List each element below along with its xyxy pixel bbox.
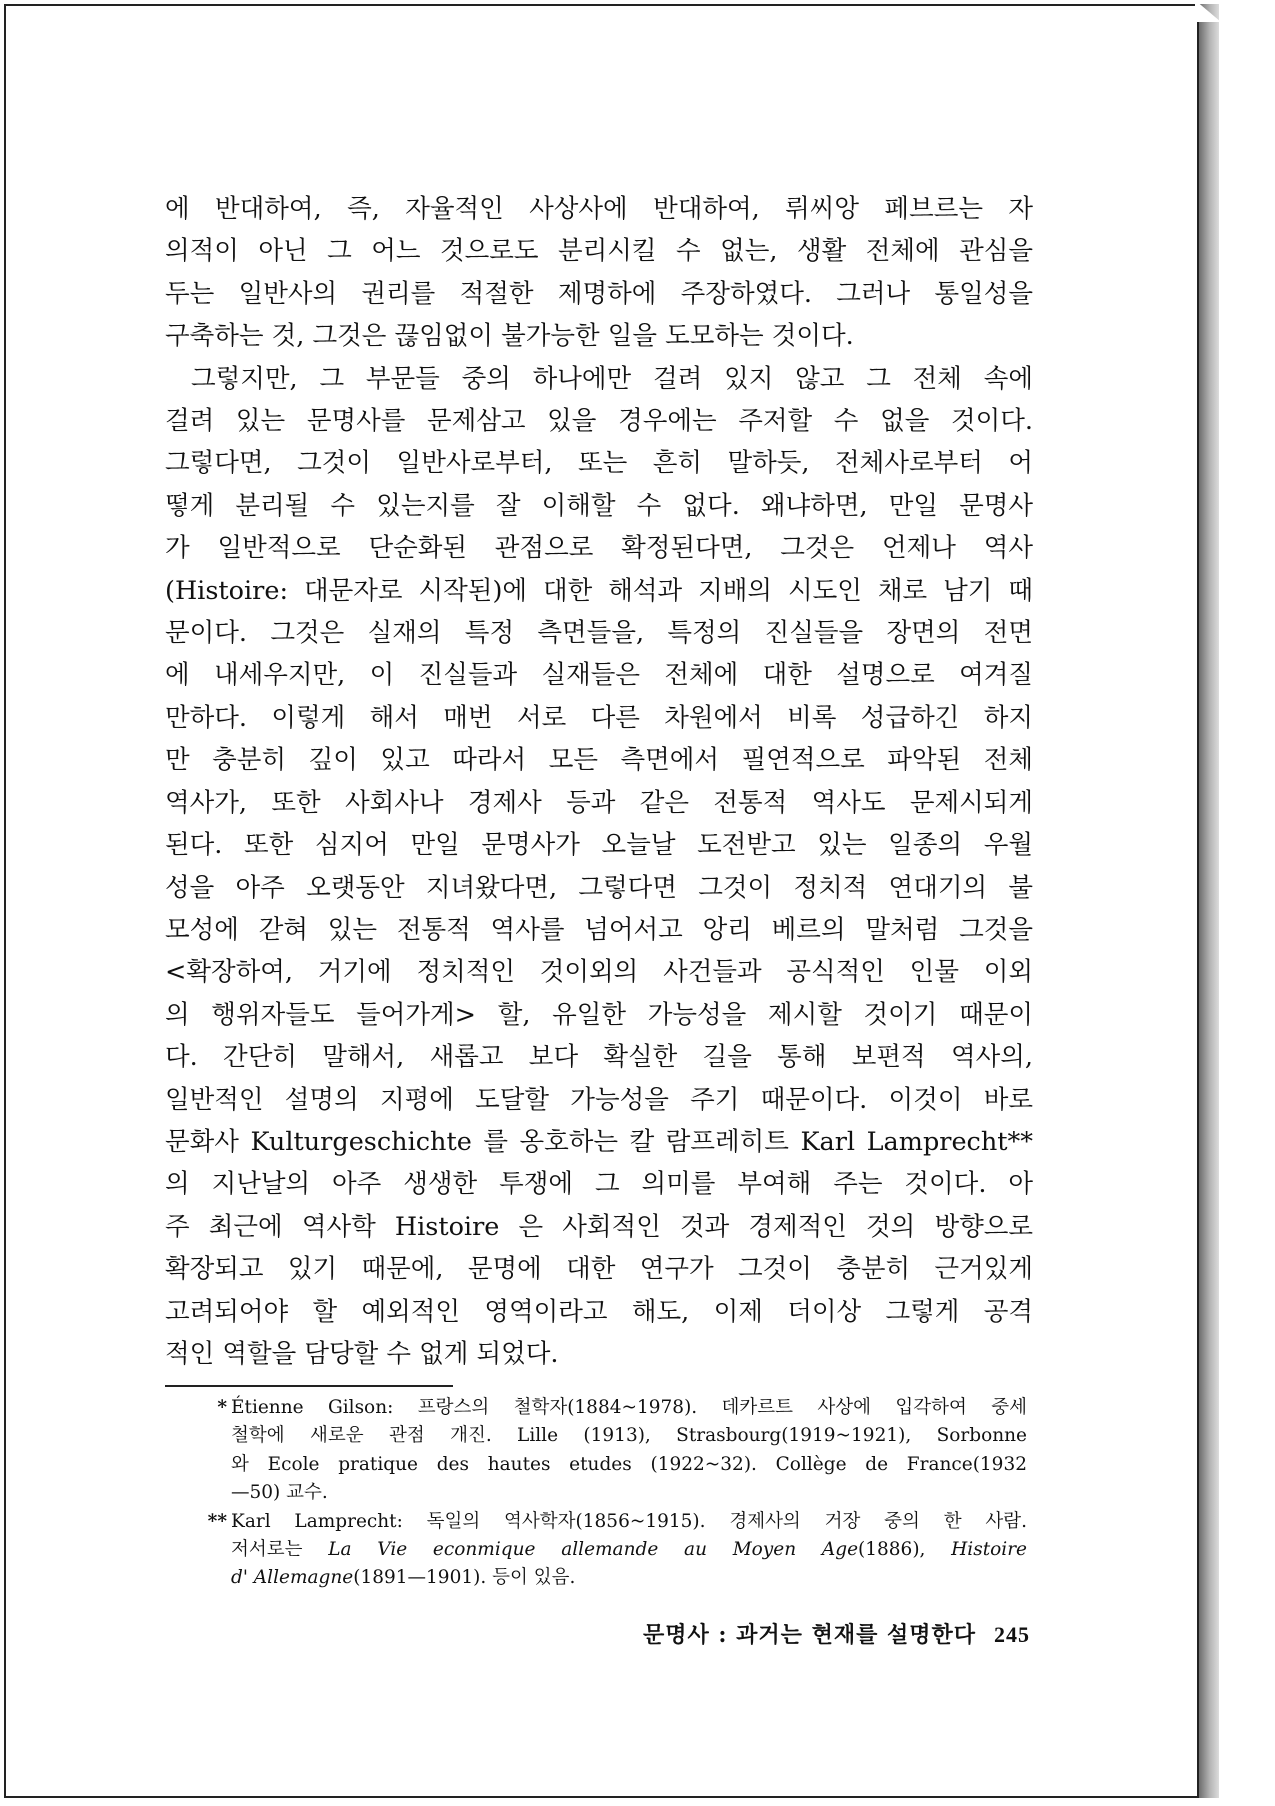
footnote-line: 철학에 새로운 관점 개진. Lille (1913), Strasbourg(1919~1921), Sorbonne bbox=[231, 1425, 1027, 1447]
text-line: 그렇다면, 그것이 일반사로부터, 또는 흔히 말하듯, 전체사로부터 어 bbox=[165, 448, 1033, 479]
footnote-text: 저서로는 bbox=[231, 1539, 329, 1561]
text-line: 두는 일반사의 권리를 적절한 제명하에 주장하였다. 그러나 통일성을 bbox=[165, 278, 1033, 309]
text-line: 일반적인 설명의 지평에 도달할 가능성을 주기 때문이다. 이것이 바로 bbox=[165, 1084, 1033, 1115]
text-line: 걸려 있는 문명사를 문제삼고 있을 경우에는 주저할 수 없을 것이다. bbox=[165, 406, 1033, 437]
body-text bbox=[165, 188, 1033, 1375]
text-line: 적인 역할을 담당할 수 없게 되었다. bbox=[165, 1338, 559, 1369]
text-line: 문이다. 그것은 실재의 특정 측면들을, 특정의 진실들을 장면의 전면 bbox=[165, 618, 1033, 649]
footnote-2 bbox=[207, 1508, 1027, 1593]
page-stack-edge bbox=[1199, 4, 1219, 1798]
footnote-line bbox=[231, 1564, 1027, 1592]
paragraph-2 bbox=[165, 358, 1033, 1376]
footnote-line: 와 Ecole pratique des hautes etudes (1922~32). Collège de France(1932 bbox=[231, 1453, 1027, 1475]
footnote-line: —50) 교수. bbox=[231, 1482, 328, 1504]
footnote-line: Karl Lamprecht: 독일의 역사학자(1856~1915). 경제사의 거장 중의 한 사람. bbox=[231, 1510, 1027, 1532]
text-line: 주 최근에 역사학 Histoire 은 사회적인 것과 경제적인 것의 방향으로 bbox=[165, 1211, 1033, 1242]
text-line: 문화사 Kulturgeschichte 를 옹호하는 칼 람프레히트 Karl Lamprecht** bbox=[165, 1126, 1033, 1157]
footnote-text: (1886), bbox=[858, 1539, 952, 1561]
footnote-1 bbox=[207, 1394, 1027, 1508]
text-line: 고려되어야 할 예외적인 영역이라고 해도, 이제 더이상 그렇게 공격 bbox=[165, 1296, 1033, 1327]
footnote-text: (1891—1901). 등이 있음. bbox=[353, 1567, 576, 1589]
book-title: La Vie econmique allemande au Moyen Age bbox=[328, 1539, 859, 1561]
text-line: 에 반대하여, 즉, 자율적인 사상사에 반대하여, 뤼씨앙 페브르는 자 bbox=[165, 194, 1033, 224]
text-line: 가 일반적으로 단순화된 관점으로 확정된다면, 그것은 언제나 역사 bbox=[165, 533, 1033, 564]
footnote-divider bbox=[165, 1385, 453, 1387]
text-line: 모성에 갇혀 있는 전통적 역사를 넘어서고 앙리 베르의 말처럼 그것을 bbox=[165, 914, 1033, 945]
text-line: 다. 간단히 말해서, 새롭고 보다 확실한 길을 통해 보편적 역사의, bbox=[165, 1042, 1033, 1073]
paragraph-1 bbox=[165, 188, 1033, 358]
text-line: 에 내세우지만, 이 진실들과 실재들은 전체에 대한 설명으로 여겨질 bbox=[165, 660, 1033, 691]
footnote-line bbox=[231, 1536, 1027, 1564]
text-line: 만하다. 이렇게 해서 매번 서로 다른 차원에서 비록 성급하긴 하지 bbox=[165, 702, 1033, 733]
text-line: 만 충분히 깊이 있고 따라서 모든 측면에서 필연적으로 파악된 전체 bbox=[165, 745, 1033, 776]
footnote-line: Étienne Gilson: 프랑스의 철학자(1884~1978). 데카르트 사상에 입각하여 중세 bbox=[231, 1397, 1027, 1418]
footnotes bbox=[207, 1394, 1027, 1593]
text-line: 의 행위자들도 들어가게> 할, 유일한 가능성을 제시할 것이기 때문이 bbox=[165, 999, 1033, 1030]
book-title: d' Allemagne bbox=[231, 1567, 354, 1589]
text-line: (Histoire: 대문자로 시작된)에 대한 해석과 지배의 시도인 채로 남기 때 bbox=[165, 575, 1033, 606]
text-line: 의적이 아닌 그 어느 것으로도 분리시킬 수 없는, 생활 전체에 관심을 bbox=[165, 236, 1033, 267]
running-footer bbox=[590, 1618, 1030, 1649]
text-line: 된다. 또한 심지어 만일 문명사가 오늘날 도전받고 있는 일종의 우월 bbox=[165, 830, 1033, 861]
footnote-marker: * bbox=[217, 1397, 227, 1418]
text-line: 확장되고 있기 때문에, 문명에 대한 연구가 그것이 충분히 근거있게 bbox=[165, 1254, 1033, 1285]
text-line: <확장하여, 거기에 정치적인 것이외의 사건들과 공식적인 인물 이외 bbox=[165, 957, 1033, 988]
text-line: 떻게 분리될 수 있는지를 잘 이해할 수 없다. 왜냐하면, 만일 문명사 bbox=[165, 490, 1033, 521]
book-title: Histoire bbox=[951, 1539, 1027, 1561]
text-line: 역사가, 또한 사회사나 경제사 등과 같은 전통적 역사도 문제시되게 bbox=[165, 787, 1033, 818]
text-line: 성을 아주 오랫동안 지녀왔다면, 그렇다면 그것이 정치적 연대기의 불 bbox=[165, 872, 1033, 903]
footnote-marker: ** bbox=[207, 1510, 227, 1532]
running-title: 문명사 : 과거는 현재를 설명한다 bbox=[642, 1622, 976, 1648]
text-line: 구축하는 것, 그것은 끊임없이 불가능한 일을 도모하는 것이다. bbox=[165, 321, 854, 352]
page-number: 245 bbox=[994, 1622, 1030, 1647]
text-line: 의 지난날의 아주 생생한 투쟁에 그 의미를 부여해 주는 것이다. 아 bbox=[165, 1169, 1033, 1200]
text-line: 그렇지만, 그 부문들 중의 하나에만 걸려 있지 않고 그 전체 속에 bbox=[191, 363, 1033, 394]
